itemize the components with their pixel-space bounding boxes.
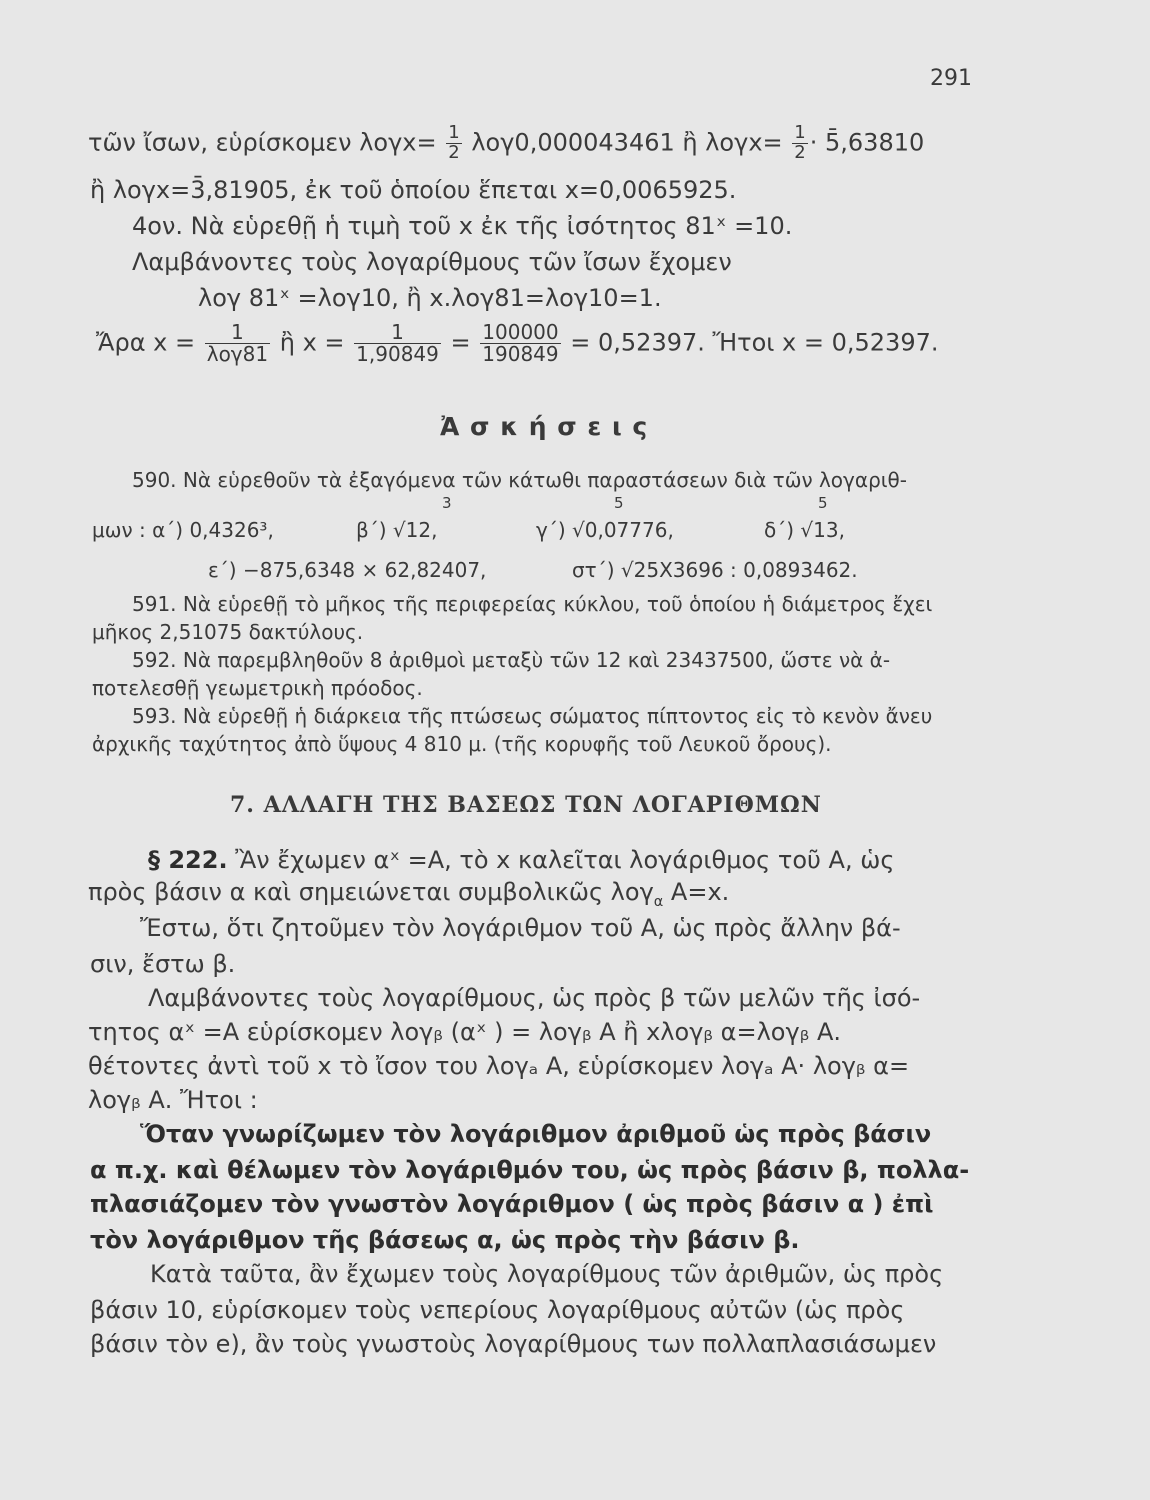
fraction [205,322,270,365]
text-line [148,846,894,874]
rule-line: Ὅταν γνωρίζωμεν τὸν λογάριθμον ἀριθμοῦ ὡς πρὸς βάσιν [140,1120,932,1148]
page-number: 291 [930,66,972,91]
fraction-numerator: 1 [354,322,441,344]
fraction-numerator: 1 [205,322,270,344]
fraction-numerator: 1 [448,122,460,143]
text-line: Λαμβάνοντες τοὺς λογαρίθμους τῶν ἴσων ἔχομεν [132,248,732,276]
fraction-denominator: 190849 [482,342,559,366]
fraction-numerator: 1 [794,122,806,143]
text-line: λογᵦ Α. Ἤτοι : [88,1086,258,1114]
text-line: τῶν ἴσων, εὑρίσκομεν λογx= $\frac{1}{2}$ λογ0,000043461 ἢ λογx= $\frac{1}{2}$ · 5̄,63810 [88,122,925,163]
text-line: θέτοντες ἀντὶ τοῦ x τὸ ἴσον του λογₐ Α, εὑρίσκομεν λογₐ Α· λογᵦ α= [88,1052,910,1080]
exercise-593-cont: ἀρχικῆς ταχύτητος ἀπὸ ὕψους 4 810 μ. (τῆς κορυφῆς τοῦ Λευκοῦ ὄρους). [92,732,832,756]
text-line: Λαμβάνοντες τοὺς λογαρίθμους, ὡς πρὸς β τῶν μελῶν τῆς ἰσό- [148,984,921,1012]
exercise-590-f: στ΄) √25X3696 : 0,0893462. [572,558,858,582]
text-run: Ἂν ἔχωμεν αˣ =Α, τὸ x καλεῖται λογάριθμος τοῦ Α, ὡς [227,846,895,874]
exercise-592: 592. Νὰ παρεμβληθοῦν 8 ἀριθμοὶ μεταξὺ τῶν 12 καὶ 23437500, ὥστε νὰ ἀ- [132,648,891,672]
exercise-590-e: ε΄) −875,6348 × 62,82407, [208,558,487,582]
text-line: 4ον. Νὰ εὑρεθῇ ἡ τιμὴ τοῦ x ἐκ τῆς ἰσότητος 81ˣ =10. [132,212,793,240]
text-line: σιν, ἔστω β. [90,950,236,978]
subscript: α [653,893,664,910]
exercise-592-cont: ποτελεσθῇ γεωμετρικὴ πρόοδος. [92,676,423,700]
exercise-591-cont: μῆκος 2,51075 δακτύλους. [92,620,364,644]
text-run: Α=x. [663,878,730,906]
text-line [88,878,729,910]
paragraph-number: § 222. [148,846,228,874]
exercise-590-c: γ΄) √0,07776, [536,518,674,542]
section-heading: 7. ΑΛΛΑΓΗ ΤΗΣ ΒΑΣΕΩΣ ΤΩΝ ΛΟΓΑΡΙΘΜΩΝ [230,792,822,818]
fraction-denominator: 1,90849 [356,342,439,366]
fraction [480,322,560,365]
fraction-numerator: 100000 [482,320,559,344]
root-index: 3 [442,494,452,512]
text-run: = 0,52397. Ἤτοι x = 0,52397. [570,328,939,357]
text-run: πρὸς βάσιν α καὶ σημειώνεται συμβολικῶς λογ [88,878,654,906]
exercises-title: Ἀ σ κ ή σ ε ι ς [440,412,649,441]
exercise-590-b: β΄) √12, [356,518,438,542]
fraction [354,322,441,365]
rule-line: τὸν λογάριθμον τῆς βάσεως α, ὡς πρὸς τὴν βάσιν β. [90,1226,800,1254]
text-run: 5̄,63810 [825,128,925,157]
fraction [446,124,461,163]
exercise-591: 591. Νὰ εὑρεθῇ τὸ μῆκος τῆς περιφερείας κύκλου, τοῦ ὁποίου ἡ διάμετρος ἔχει [132,592,933,616]
exercise-593: 593. Νὰ εὑρεθῇ ἡ διάρκεια τῆς πτώσεως σώματος πίπτοντος εἰς τὸ κενὸν ἄνευ [132,704,933,728]
exercise-590: 590. Νὰ εὑρεθοῦν τὰ ἐξαγόμενα τῶν κάτωθι παραστάσεων διὰ τῶν λογαριθ- [132,468,907,492]
root-index: 5 [614,494,624,512]
root-index: 5 [818,494,828,512]
exercise-590-d: δ΄) √13, [764,518,845,542]
text-run: τῶν ἴσων, εὑρίσκομεν λογx= [88,128,437,157]
text-line: βάσιν τὸν e), ἂν τοὺς γνωστοὺς λογαρίθμους των πολλαπλασιάσωμεν [90,1330,937,1358]
text-line: ἢ λογx=3̄,81905, ἐκ τοῦ ὁποίου ἕπεται x=0,0065925. [90,176,737,204]
text-line: λογ 81ˣ =λογ10, ἢ x.λογ81=λογ10=1. [198,284,662,312]
text-line: τητος αˣ =Α εὑρίσκομεν λογᵦ (αˣ ) = λογᵦ Α ἢ xλογᵦ α=λογᵦ Α. [88,1018,842,1046]
text-line: βάσιν 10, εὑρίσκομεν τοὺς νεπερίους λογαρίθμους αὐτῶν (ὡς πρὸς [90,1296,905,1324]
text-line: Ἔστω, ὅτι ζητοῦμεν τὸν λογάριθμον τοῦ Α, ὡς πρὸς ἄλλην βά- [140,914,901,942]
rule-line: α π.χ. καὶ θέλωμεν τὸν λογάριθμόν του, ὡς πρὸς βάσιν β, πολλα- [90,1156,970,1184]
rule-line: πλασιάζομεν τὸν γνωστὸν λογάριθμον ( ὡς πρὸς βάσιν α ) ἐπὶ [90,1190,934,1218]
fraction-denominator: λογ81 [206,342,269,366]
text-line: Κατὰ ταῦτα, ἂν ἔχωμεν τοὺς λογαρίθμους τῶν ἀριθμῶν, ὡς πρὸς [150,1260,944,1288]
fraction-denominator: 2 [794,141,806,163]
fraction-denominator: 2 [448,141,460,163]
text-line: Ἄρα x = $\frac{1}{\text{λογ81}}$ ἢ x = $\frac{1}{1,90849}$ = $\frac{100000}{190849}$ = 0,52397. Ἤτοι x = 0,52397. [96,320,939,366]
fraction [792,124,807,163]
text-run: Ἄρα x = [96,328,196,357]
exercise-590-a: μων : α΄) 0,4326³, [92,518,274,542]
text-run: ἢ x = [279,328,345,357]
text-run: λογ0,000043461 ἢ λογx= [471,128,783,157]
